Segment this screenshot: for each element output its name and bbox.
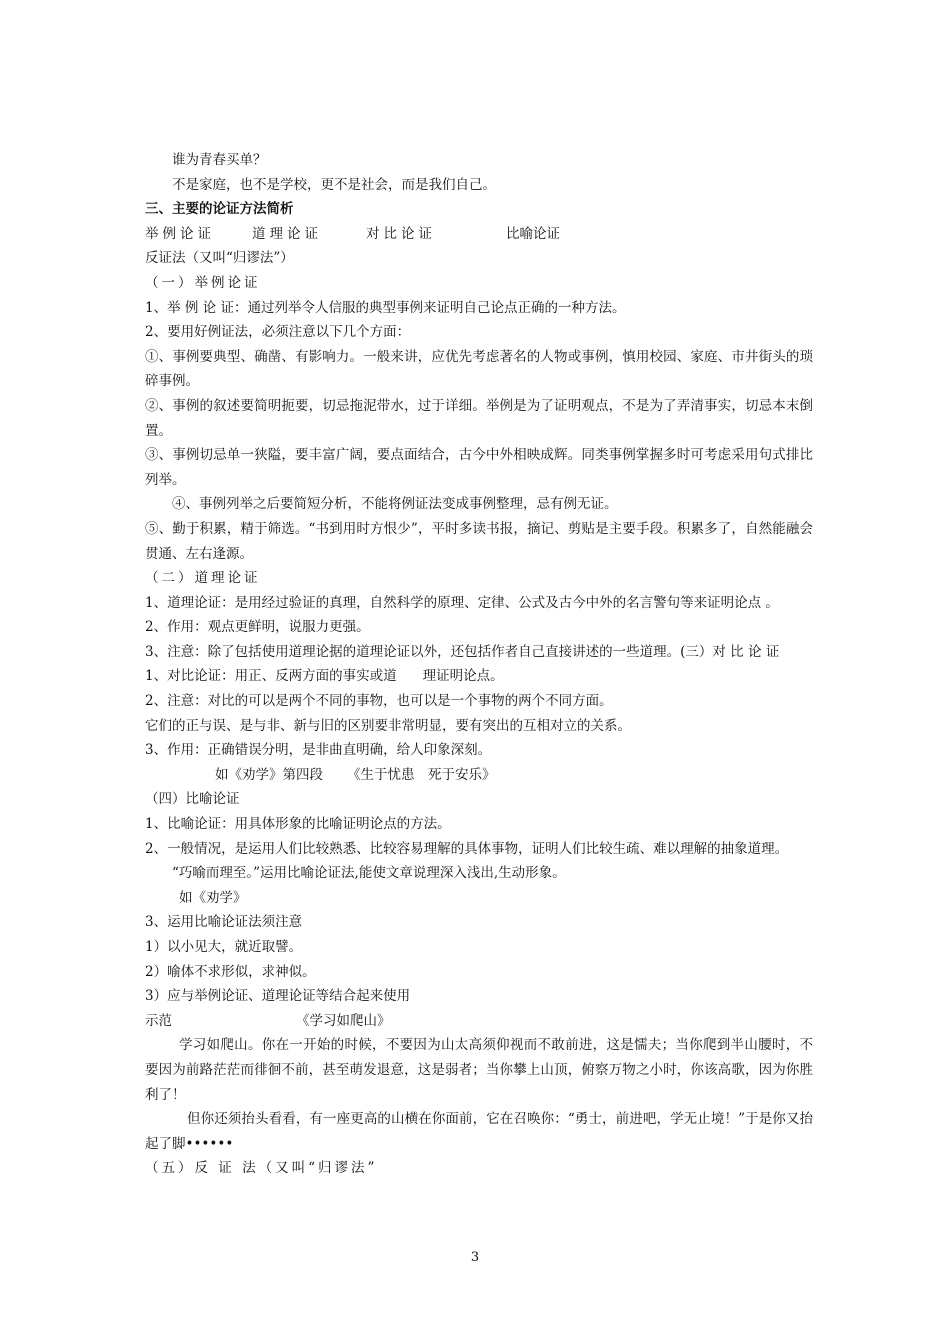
paragraph: ②、事例的叙述要简明扼要，切忌拖泥带水，过于详细。举例是为了证明观点，不是为了弄清事实，切忌本末倒置。 (145, 397, 813, 439)
paragraph: 3、运用比喻论证法须注意 (145, 914, 303, 931)
page-number: 3 (470, 1250, 480, 1265)
subheading-example: （一）举例论证 (145, 274, 261, 291)
paragraph: ⑤、勤于积累，精于筛选。“书到用时方恨少”，平时多读书报，摘记、剪贴是主要手段。积累多了，自然能融会贯通、左右逢源。 (145, 520, 813, 562)
answer-line: 不是家庭，也不是学校，更不是社会，而是我们自己。 (172, 176, 496, 193)
paragraph: “巧喻而理至。”运用比喻论证法,能使文章说理深入浅出,生动形象。 (172, 865, 566, 882)
demo-label: 示范 (145, 1012, 172, 1029)
paragraph (145, 640, 813, 665)
section-heading: 三、主要的论证方法简析 (145, 201, 294, 218)
example-text: 《生于忧患 死于安乐》 (347, 766, 496, 783)
list-item: 2）喻体不求形似，求神似。 (145, 963, 316, 980)
paragraph-text: 理证明论点。 (422, 668, 504, 685)
subheading-metaphor: （四）比喻论证 (145, 791, 240, 808)
list-item: 3）应与举例论证、道理论证等结合起来使用 (145, 988, 411, 1005)
subheading-reductio: （五）反 证 法（又叫“归谬法” (145, 1160, 378, 1177)
example-reference (145, 763, 813, 788)
demo-title: 《学习如爬山》 (296, 1012, 391, 1029)
paragraph: 2、注意：对比的可以是两个不同的事物，也可以是一个事物的两个不同方面。 (145, 693, 613, 710)
paragraph-text: 3、注意：除了包括使用道理论据的道理论证以外，还包括作者自己直接讲述的一些道理。 (145, 643, 681, 660)
subheading-reasoning: （二）道理论证 (145, 570, 261, 587)
paragraph (145, 664, 813, 689)
list-item: 1）以小见大，就近取譬。 (145, 939, 303, 955)
method-contrast: 对比论证 (366, 225, 436, 242)
paragraph: ④、事例列举之后要简短分析，不能将例证法变成事例整理，忌有例无证。 (172, 496, 618, 513)
demo-heading (145, 1009, 813, 1034)
paragraph: 2、要用好例证法，必须注意以下几个方面： (145, 324, 411, 341)
method-example: 举例论证 (145, 225, 215, 242)
paragraph: 学习如爬山。你在一开始的时候，不要因为山太高须仰视而不敢前进，这是懦夫；当你爬到半山腰时，不要因为前路茫茫而徘徊不前，甚至萌发退意，这是弱者；当你攀上山顶，俯察万物之小时，你该高歌，因为你胜利了！ (145, 1037, 813, 1103)
method-reductio: 反证法（又叫“归谬法”） (145, 250, 294, 267)
question-line: 谁为青春买单？ (172, 152, 267, 168)
paragraph: 1、举 例 论 证：通过列举令人信服的典型事例来证明自己论点正确的一种方法。 (145, 299, 626, 316)
paragraph: 1、道理论证：是用经过验证的真理，自然科学的原理、定律、公式及古今中外的名言警句等来证明论点 。 (145, 594, 779, 611)
paragraph: 1、比喻论证：用具体形象的比喻证明论点的方法。 (145, 816, 451, 833)
paragraph: ③、事例切忌单一狭隘，要丰富广阔，要点面结合，古今中外相映成辉。同类事例掌握多时可考虑采用句式排比列举。 (145, 447, 813, 488)
method-metaphor: 比喻论证 (506, 225, 560, 242)
example-reference: 如《劝学》 (179, 889, 247, 906)
paragraph: 但你还须抬头看看，有一座更高的山横在你面前，它在召唤你：“勇士，前进吧，学无止境！”于是你又抬起了脚•••••• (145, 1111, 813, 1152)
paragraph: ①、事例要典型、确凿、有影响力。一般来讲，应优先考虑著名的人物或事例，慎用校园、家庭、市井街头的琐碎事例。 (145, 348, 813, 390)
paragraph: 它们的正与误、是与非、新与旧的区别要非常明显，要有突出的互相对立的关系。 (145, 717, 631, 734)
example-text: 如《劝学》第四段 (215, 766, 323, 783)
paragraph-text: 1、对比论证：用正、反两方面的事实或道 (145, 668, 397, 685)
method-reasoning: 道理论证 (252, 225, 322, 242)
paragraph: 3、作用：正确错误分明，是非曲直明确，给人印象深刻。 (145, 742, 492, 759)
paragraph: 2、一般情况，是运用人们比较熟悉、比较容易理解的具体事物，证明人们比较生疏、难以理解的抽象道理。 (145, 840, 789, 857)
subheading-contrast: (三）对 比 论 证 (680, 643, 780, 660)
methods-list (145, 222, 813, 247)
paragraph: 2、作用：观点更鲜明，说服力更强。 (145, 619, 370, 636)
page-content (145, 148, 813, 1181)
